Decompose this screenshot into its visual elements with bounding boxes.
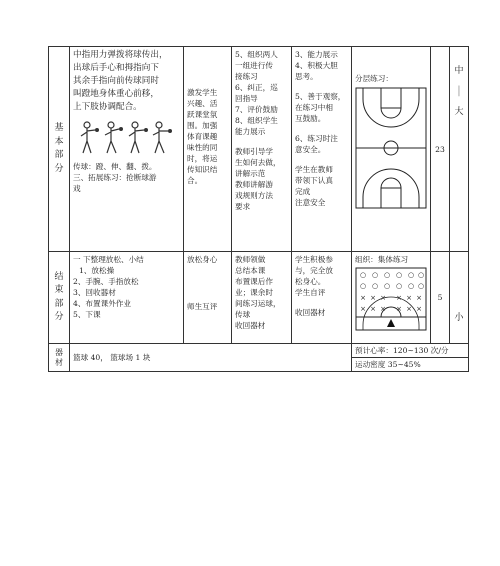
goal-line: 激发学生 (187, 88, 218, 97)
intensity-char: 中 (454, 66, 464, 76)
content-line: 1、放松操 (79, 266, 115, 275)
heart-rate-density-cell (352, 344, 469, 372)
svg-text:×: × (406, 294, 412, 302)
teacher-line: 生如何去做， (235, 158, 281, 167)
student-line: 带领下认真 (295, 176, 333, 185)
end-student-cell (292, 252, 352, 344)
goal-line: 体育课趣 (187, 132, 218, 141)
basic-intensity-cell (450, 47, 469, 252)
content-line: 3、回收器材 (73, 288, 116, 297)
teacher-line: 业；课余时 (235, 288, 273, 297)
student-line: 在练习中相 (295, 103, 333, 112)
student-line: 完成 (295, 187, 311, 196)
basic-student-cell (292, 47, 352, 252)
teacher-line: 讲解示范 (235, 169, 266, 178)
row-basic-part (49, 47, 469, 252)
teacher-line: 教师讲解游 (235, 180, 273, 189)
teacher-line: 传球 (235, 310, 251, 319)
teacher-line: 收回器材 (235, 321, 266, 330)
basic-time-cell (431, 47, 450, 252)
equipment-value (70, 344, 352, 372)
teacher-line: 6、纠正，巡 (235, 83, 278, 92)
content-line: 其余手指向前传球同时 (73, 75, 159, 86)
svg-text:○: ○ (417, 282, 425, 290)
section-char: 部 (54, 150, 64, 160)
org-label: 分层练习： (355, 74, 393, 83)
svg-text:×: × (396, 305, 402, 313)
spacer (187, 265, 228, 301)
student-line (295, 82, 348, 91)
goal-line: 跃课堂氛 (187, 110, 218, 119)
section-char: 分 (54, 312, 64, 322)
goal-line: 时，将运 (187, 154, 218, 163)
teacher-line: 一组进行传 (235, 61, 273, 70)
equipment-label (49, 344, 70, 372)
svg-text:○: ○ (407, 271, 415, 279)
student-line (295, 124, 348, 133)
svg-text:○: ○ (407, 282, 415, 290)
exercise-density: 运动密度 35~45% (355, 360, 421, 369)
section-basic-label (49, 47, 70, 252)
student-line: 4、积极大胆 (295, 61, 338, 70)
goal-line: 味性的同 (187, 143, 218, 152)
student-line: 5、善于观察， (295, 92, 346, 101)
student-line: 收回器材 (295, 308, 326, 317)
intensity-char: 小 (454, 312, 464, 323)
svg-text:○: ○ (395, 282, 403, 290)
student-line (295, 155, 348, 164)
student-line: 意安全。 (295, 145, 326, 154)
teacher-line: 戏规则方法 (235, 191, 273, 200)
goal-line: 兴趣、活 (187, 99, 218, 108)
teacher-line: 要求 (235, 202, 251, 211)
content-line: 5、下课 (73, 310, 101, 319)
content-line: 上下肢协调配合。 (73, 101, 142, 112)
student-line: 6、练习时注 (295, 134, 338, 143)
svg-text:○: ○ (359, 271, 367, 279)
svg-text:×: × (360, 305, 366, 313)
spacer (295, 298, 348, 307)
basic-content-cell (70, 47, 184, 252)
svg-text:×: × (396, 294, 402, 302)
section-char: 部 (54, 298, 64, 309)
section-char: 束 (54, 285, 64, 295)
svg-text:○: ○ (417, 271, 425, 279)
end-goals-cell (184, 252, 232, 344)
teacher-line: 能力展示 (235, 127, 266, 136)
student-line: 3、能力展示 (295, 50, 338, 59)
student-line: 松身心。 (295, 277, 326, 286)
content-line: 三、拓展练习：抢断球游 (73, 173, 157, 183)
section-char: 本 (54, 136, 64, 147)
end-content-cell (70, 252, 184, 344)
teacher-line: 教师领做 (235, 255, 266, 264)
svg-text:○: ○ (371, 271, 379, 279)
basic-teacher-cell (232, 47, 292, 252)
section-end-label (49, 252, 70, 344)
svg-text:×: × (380, 305, 386, 313)
label-char: 材 (55, 357, 63, 367)
svg-text:×: × (416, 305, 422, 313)
svg-text:×: × (416, 294, 422, 302)
time-value: 5 (437, 293, 443, 302)
goal-line: 合。 (187, 176, 203, 185)
goal-line: 放松身心 (187, 255, 218, 264)
svg-text:×: × (380, 294, 386, 302)
end-organization-cell (352, 252, 431, 344)
svg-text:○: ○ (371, 282, 379, 290)
svg-text:○: ○ (395, 271, 403, 279)
end-intensity-cell (450, 252, 469, 344)
student-line: 思考。 (295, 72, 318, 81)
student-line: 学生积极参 (295, 255, 333, 264)
content-line: 传球：蹬、伸、翻、拨。 (73, 162, 157, 172)
heart-rate: 预计心率：120~130 次/分 (352, 344, 468, 358)
section-char: 基 (54, 123, 64, 133)
org-label: 组织：集体练习 (355, 255, 409, 264)
row-equipment (49, 344, 469, 372)
goal-line: 传知识结 (187, 165, 218, 174)
teacher-line: 教师引导学 (235, 147, 273, 156)
svg-text:×: × (370, 294, 376, 302)
student-line: 注意安全 (295, 198, 326, 207)
svg-text:×: × (406, 305, 412, 313)
basic-organization-cell (352, 47, 431, 252)
teacher-line (235, 137, 288, 146)
teacher-line: 5、组织两人 (235, 50, 278, 59)
content-line: 戏 (73, 184, 81, 194)
content-line: 叫蹬地身体重心前移， (73, 88, 159, 99)
teacher-line: 间练习运球， (235, 299, 281, 308)
svg-text:○: ○ (383, 282, 391, 290)
teacher-line: 总结本课 (235, 266, 266, 275)
content-line: 一 下整理放松、小结 (73, 255, 144, 264)
svg-text:○: ○ (383, 271, 391, 279)
intensity-char: │ (456, 86, 462, 97)
content-line: 出球后手心和拇指向下 (73, 62, 159, 73)
svg-text:×: × (360, 294, 366, 302)
teacher-line: 7、评价鼓励 (235, 105, 278, 114)
teacher-line: 布置课后作 (235, 277, 273, 286)
intensity-char: 大 (454, 107, 464, 118)
basketball-court-diagram (355, 87, 427, 209)
end-teacher-cell (232, 252, 292, 344)
svg-text:×: × (370, 305, 376, 313)
student-line: 与，完全放 (295, 266, 333, 275)
section-char: 分 (54, 163, 64, 174)
goal-line: 师生互评 (187, 302, 218, 311)
end-time-cell (431, 252, 450, 344)
basic-goals-cell (184, 47, 232, 252)
time-value: 23 (435, 144, 445, 154)
goal-line: 围。加强 (187, 121, 218, 130)
teacher-line: 接练习 (235, 72, 258, 81)
student-line: 学生在教师 (295, 165, 333, 174)
equipment-text: 篮球 40， 篮球场 1 块 (73, 353, 151, 362)
formation-diagram (355, 267, 427, 331)
content-line: 4、布置课外作业 (73, 299, 131, 308)
lesson-plan-table (48, 46, 469, 372)
section-char: 结 (54, 271, 64, 282)
svg-text:○: ○ (359, 282, 367, 290)
student-line: 学生自评 (295, 288, 326, 297)
label-char: 器 (55, 347, 63, 357)
content-line: 2、手腕、手指放松 (73, 277, 139, 286)
passing-figures-illustration (73, 117, 180, 157)
teacher-line: 8、组织学生 (235, 116, 278, 125)
row-end-part (49, 252, 469, 344)
student-line: 互鼓励。 (295, 114, 326, 123)
teacher-line: 回指导 (235, 94, 258, 103)
content-line: 中指用力弹拨将球传出， (73, 50, 168, 60)
